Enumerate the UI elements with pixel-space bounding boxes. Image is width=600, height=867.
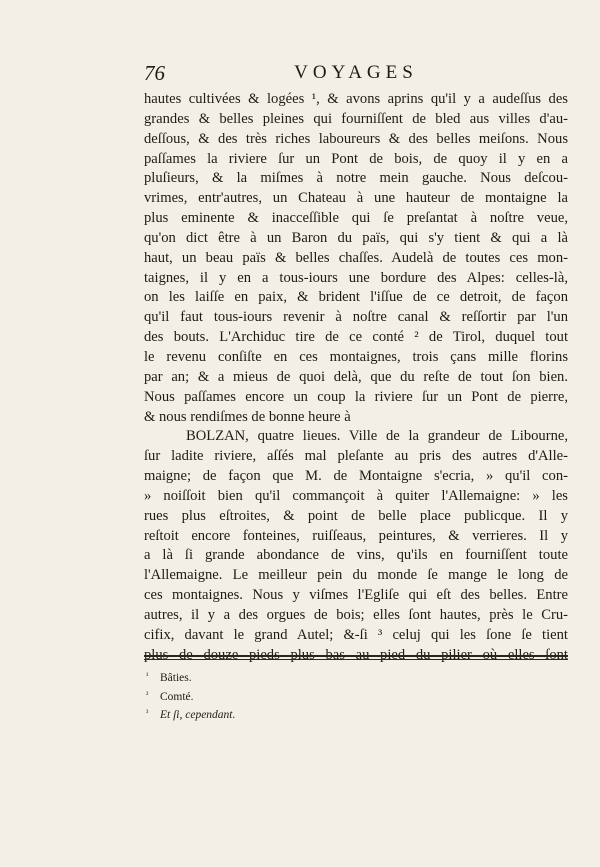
footnote-mark: ¹ <box>146 671 149 680</box>
page-number: 76 <box>144 61 165 85</box>
text-line: taignes, il y en a tous-iours une bordure des Alpes: celles-là, <box>144 269 568 286</box>
page-header <box>144 60 568 86</box>
text-line: plus eminente & inacceſſible qui ſe preſantat à noſtre veue, <box>144 210 568 227</box>
footnote <box>146 668 566 687</box>
footnote-mark: ² <box>146 689 149 699</box>
text-line: Nous paſſames encore un coup la riviere ſur un Pont de pierre, <box>144 388 568 405</box>
text-line: paſſames la riviere ſur un Pont de bois, de quoy il y en a <box>144 150 568 167</box>
footnote-rule <box>144 655 568 657</box>
text-line: a là ſi grande abondance de vins, qu'ils en fourniſſent toute <box>144 547 568 564</box>
text-line: qu'on dict être à un Baron du païs, qui s'y tient & qui a là <box>144 229 568 246</box>
text-line: BOLZAN, quatre lieues. Ville de la grandeur de Libourne, <box>186 428 568 445</box>
text-line: autres, il y a des orgues de bois; elles ſont hautes, près le Cru- <box>144 606 568 623</box>
text-line: on les laiſſe en paix, & brident l'iſſue de ce detroit, de façon <box>144 289 568 306</box>
text-line: qu'il faut tous-iours revenir à noſtre canal & reſſortir par l'un <box>144 309 568 326</box>
text-line: rues plus eſtroites, & point de belle place publicque. Il y <box>144 507 568 524</box>
footnote-text: Comté. <box>160 690 194 703</box>
text-line: l'Allemaigne. Le meilleur pein du monde ſe mange le long de <box>144 567 568 584</box>
text-line: deſſous, & des très riches laboureurs & des belles meiſons. Nous <box>144 130 568 147</box>
body-text <box>144 90 568 665</box>
footnote-text: Bâties. <box>160 672 192 684</box>
footnotes <box>146 668 566 724</box>
footnote-text: Et ſi, cependant. <box>160 709 236 721</box>
text-line: plus de douze pieds plus bas au pied du pilier où elles ſont <box>144 646 568 663</box>
text-line: reſtoit encore fonteines, ruiſſeaus, peintures, & verrieres. Il y <box>144 527 568 544</box>
text-line: ſur ladite riviere, aſſés mal pleſante au pris des autres d'Alle- <box>144 448 568 465</box>
text-line: pluſieurs, & la miſmes à notre mein gauche. Nous deſcou- <box>144 170 568 187</box>
text-line: vrimes, entr'autres, un Chateau à une hauteur de montaigne la <box>144 190 568 207</box>
text-line: des bouts. L'Archiduc tire de ce conté ² de Tirol, duquel tout <box>144 329 568 346</box>
footnote <box>146 687 566 706</box>
text-line: grandes & belles pleines qui fourniſſent de bled aus villes d'au- <box>144 110 568 127</box>
text-line: » noiſſoit bien qu'il commançoit à quiter l'Allemaigne: » les <box>144 487 568 504</box>
running-title: VOYAGES <box>294 62 418 83</box>
footnote-mark: ³ <box>146 708 149 717</box>
text-line: & nous rendiſmes de bonne heure à <box>144 408 351 425</box>
text-line: cifix, davant le grand Autel; &-ſi ³ celuj qui les ſone ſe tient <box>144 626 568 643</box>
footnote <box>146 705 566 724</box>
text-line: ces montaignes. Nous y viſmes l'Egliſe qui eſt des belles. Entre <box>144 587 568 604</box>
text-line: maigne; de façon que M. de Montaigne s'ecria, » qu'il con- <box>144 468 568 485</box>
text-line: le revenu conſiſte en ces montaignes, trois çans mille florins <box>144 348 568 365</box>
text-line: haut, un beau païs & belles chaſſes. Audelà de toutes ces mon- <box>144 249 568 266</box>
text-line: hautes cultivées & logées ¹, & avons aprins qu'il y a audeſſus des <box>144 91 568 107</box>
text-line: par an; & a mieus de quoi delà, que du reſte de tout ſon bien. <box>144 368 568 385</box>
